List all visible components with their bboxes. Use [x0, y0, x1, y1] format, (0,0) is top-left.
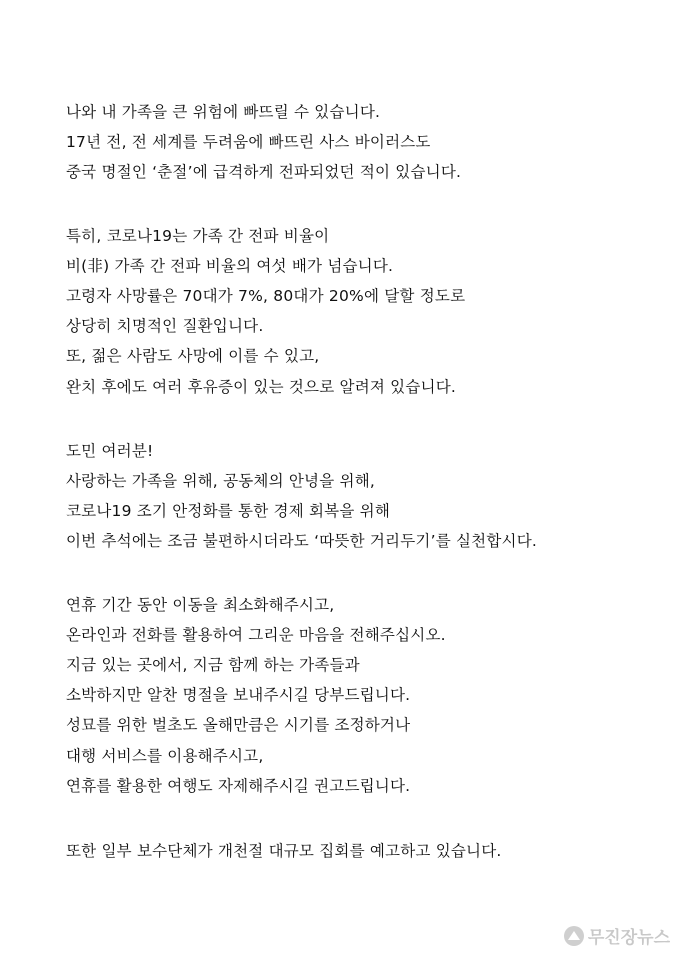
text-line: 대행 서비스를 이용해주시고,: [66, 747, 264, 765]
text-line: 연휴 기간 동안 이동을 최소화해주시고,: [66, 596, 335, 614]
text-line: 고령자 사망률은 70대가 7%, 80대가 20%에 달할 정도로: [66, 287, 466, 305]
text-line: 이번 추석에는 조금 불편하시더라도 ‘따뜻한 거리두기’를 실천합시다.: [66, 532, 537, 550]
text-line: 완치 후에도 여러 후유증이 있는 것으로 알려져 있습니다.: [66, 378, 456, 396]
text-line: 중국 명절인 ‘춘절’에 급격하게 전파되었던 적이 있습니다.: [66, 163, 462, 181]
text-line: 또, 젊은 사람도 사망에 이를 수 있고,: [66, 347, 320, 365]
text-line: 사랑하는 가족을 위해, 공동체의 안녕을 위해,: [66, 472, 376, 490]
text-line: 비(非) 가족 간 전파 비율의 여섯 배가 넘습니다.: [66, 257, 394, 275]
watermark: [564, 923, 670, 948]
text-line: 특히, 코로나19는 가족 간 전파 비율이: [66, 227, 330, 245]
text-line: 성묘를 위한 벌초도 올해만큼은 시기를 조정하거나: [66, 716, 411, 734]
text-line: 코로나19 조기 안정화를 통한 경제 회복을 위해: [66, 502, 391, 520]
text-line: 연휴를 활용한 여행도 자제해주시길 권고드립니다.: [66, 777, 411, 795]
text-line: 17년 전, 전 세계를 두려움에 빠뜨린 사스 바이러스도: [66, 133, 431, 151]
text-line: 지금 있는 곳에서, 지금 함께 하는 가족들과: [66, 656, 360, 674]
text-line: 온라인과 전화를 활용하여 그리운 마음을 전해주십시오.: [66, 626, 446, 644]
text-line: 소박하지만 알찬 명절을 보내주시길 당부드립니다.: [66, 686, 411, 704]
text-line: 또한 일부 보수단체가 개천절 대규모 집회를 예고하고 있습니다.: [66, 842, 502, 860]
text-line: 상당히 치명적인 질환입니다.: [66, 317, 264, 335]
watermark-text: 무진장뉴스: [587, 928, 670, 948]
mountain-logo-icon: [564, 926, 584, 946]
text-line: 도민 여러분!: [66, 442, 154, 460]
text-line: 나와 내 가족을 큰 위험에 빠뜨릴 수 있습니다.: [66, 103, 381, 121]
